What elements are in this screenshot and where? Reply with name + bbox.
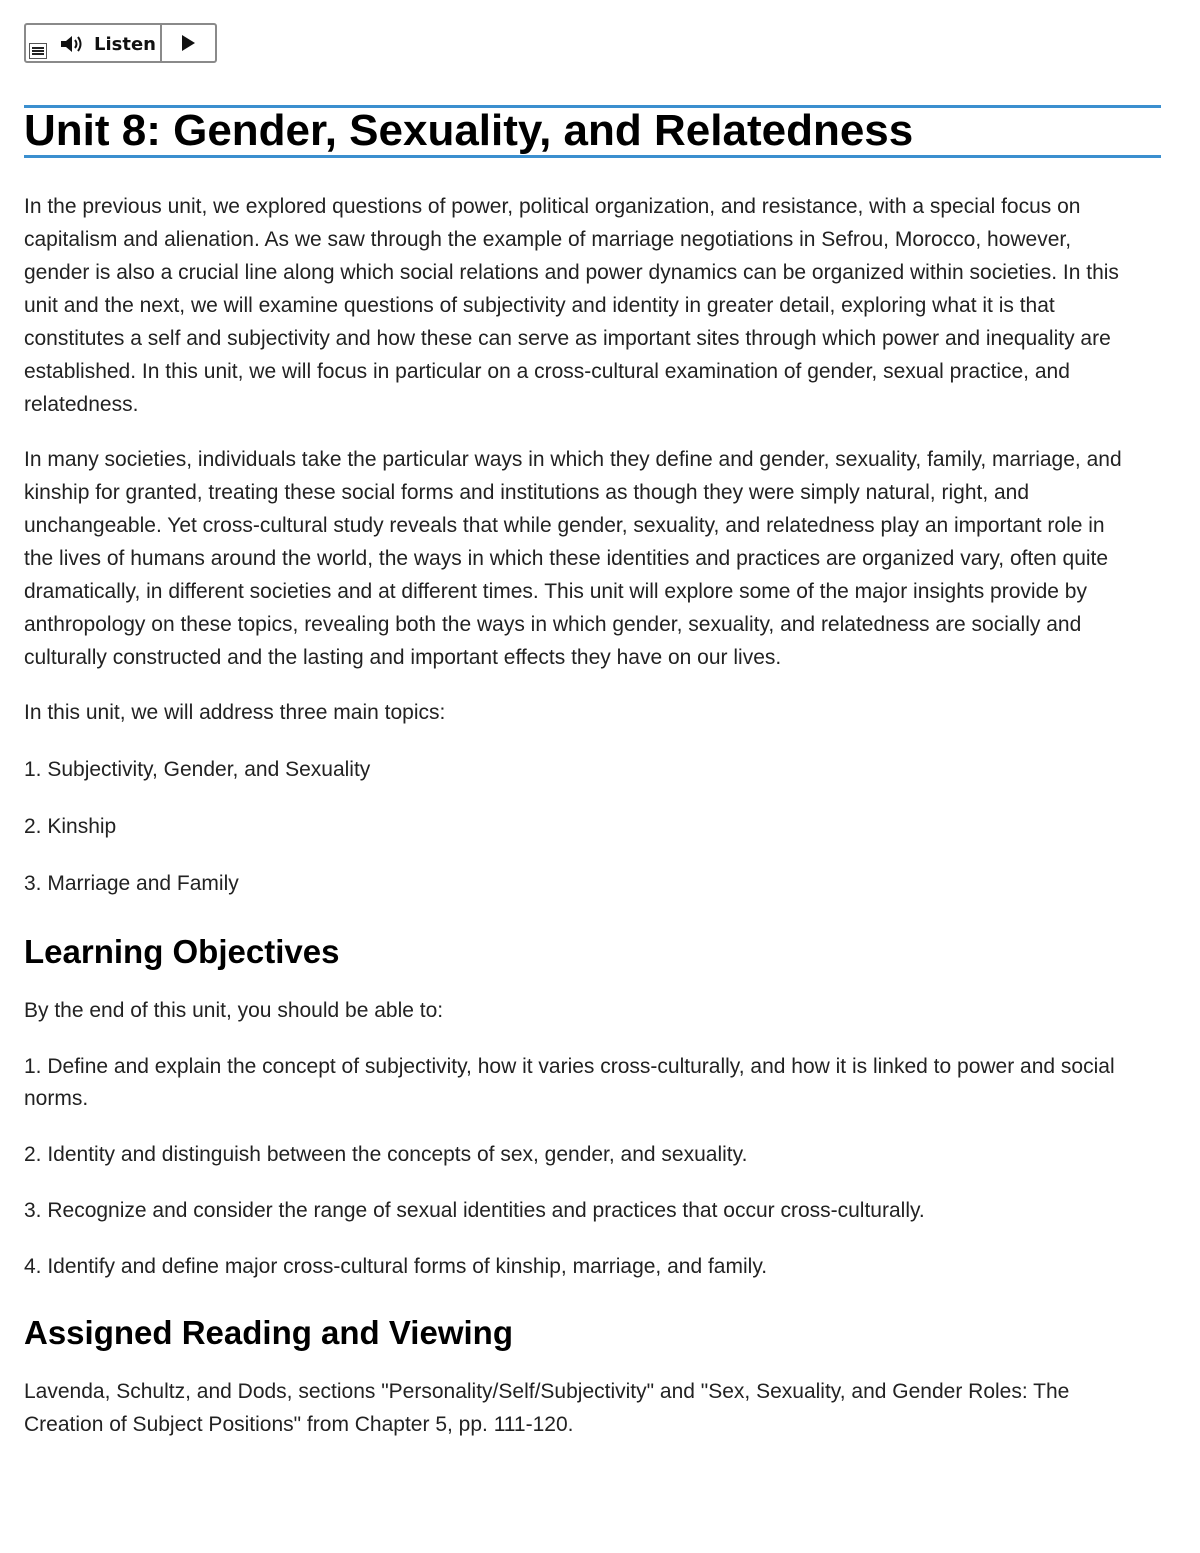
objective-item: 2. Identity and distinguish between the concepts of sex, gender, and sexuality. bbox=[24, 1143, 748, 1166]
objectives-heading: Learning Objectives bbox=[24, 933, 340, 970]
intro-paragraph: In the previous unit, we explored questions of power, political organization, and resistance, with a special focus on capitalism and alienation. As we saw through the example of marriage negotiations in Sefrou, Morocco, however, gender is also a crucial line along which social relations and power dynamics can be organized within societies. In this unit and the next, we will examine questions of subjectivity and identity in greater detail, exploring what it is that constitutes a self and subjectivity and how these can serve as important sites through which power and inequality are established. In this unit, we will focus in particular on a cross-cultural examination of gender, sexual practice, and relatedness. bbox=[24, 195, 1119, 416]
listen-toolbar bbox=[24, 23, 217, 63]
intro-paragraph: In many societies, individuals take the particular ways in which they define and gender, sexuality, family, marriage, and kinship for granted, treating these social forms and institutions as though they were simply natural, right, and unchangeable. Yet cross-cultural study reveals that while gender, sexuality, and relatedness play an important role in the lives of humans around the world, the ways in which these identities and practices are organized vary, often quite dramatically, in different societies and at different times. This unit will explore some of the major insights provide by anthropology on these topics, revealing both the ways in which gender, sexuality, and relatedness are socially and culturally constructed and the lasting and important effects they have on our lives. bbox=[24, 448, 1122, 669]
objectives-intro: By the end of this unit, you should be able to: bbox=[24, 999, 444, 1022]
topics-intro: In this unit, we will address three main topics: bbox=[24, 701, 446, 724]
objective-item: 1. Define and explain the concept of subjectivity, how it varies cross-culturally, and how it is linked to power and social norms. bbox=[24, 1055, 1115, 1110]
listen-label: Listen bbox=[94, 34, 156, 55]
reading-heading: Assigned Reading and Viewing bbox=[24, 1314, 513, 1351]
speaker-icon bbox=[60, 34, 86, 54]
topic-item: 3. Marriage and Family bbox=[24, 872, 239, 895]
play-icon bbox=[182, 35, 195, 51]
reading-text: Lavenda, Schultz, and Dods, sections "Personality/Self/Subjectivity" and "Sex, Sexuality, and Gender Roles: The Creation of Subject Positions" from Chapter 5, pp. 111-120. bbox=[24, 1380, 1070, 1436]
menu-icon[interactable] bbox=[29, 43, 47, 59]
objective-item: 3. Recognize and consider the range of sexual identities and practices that occur cross-culturally. bbox=[24, 1199, 925, 1222]
title-rule-bottom bbox=[24, 155, 1161, 158]
main-content bbox=[24, 190, 1134, 1441]
topic-item: 2. Kinship bbox=[24, 815, 117, 838]
objective-item: 4. Identify and define major cross-cultural forms of kinship, marriage, and family. bbox=[24, 1255, 768, 1278]
play-button[interactable] bbox=[162, 25, 215, 61]
page-title: Unit 8: Gender, Sexuality, and Relatedness bbox=[24, 106, 914, 155]
topic-item: 1. Subjectivity, Gender, and Sexuality bbox=[24, 758, 371, 781]
listen-button[interactable] bbox=[26, 25, 162, 61]
